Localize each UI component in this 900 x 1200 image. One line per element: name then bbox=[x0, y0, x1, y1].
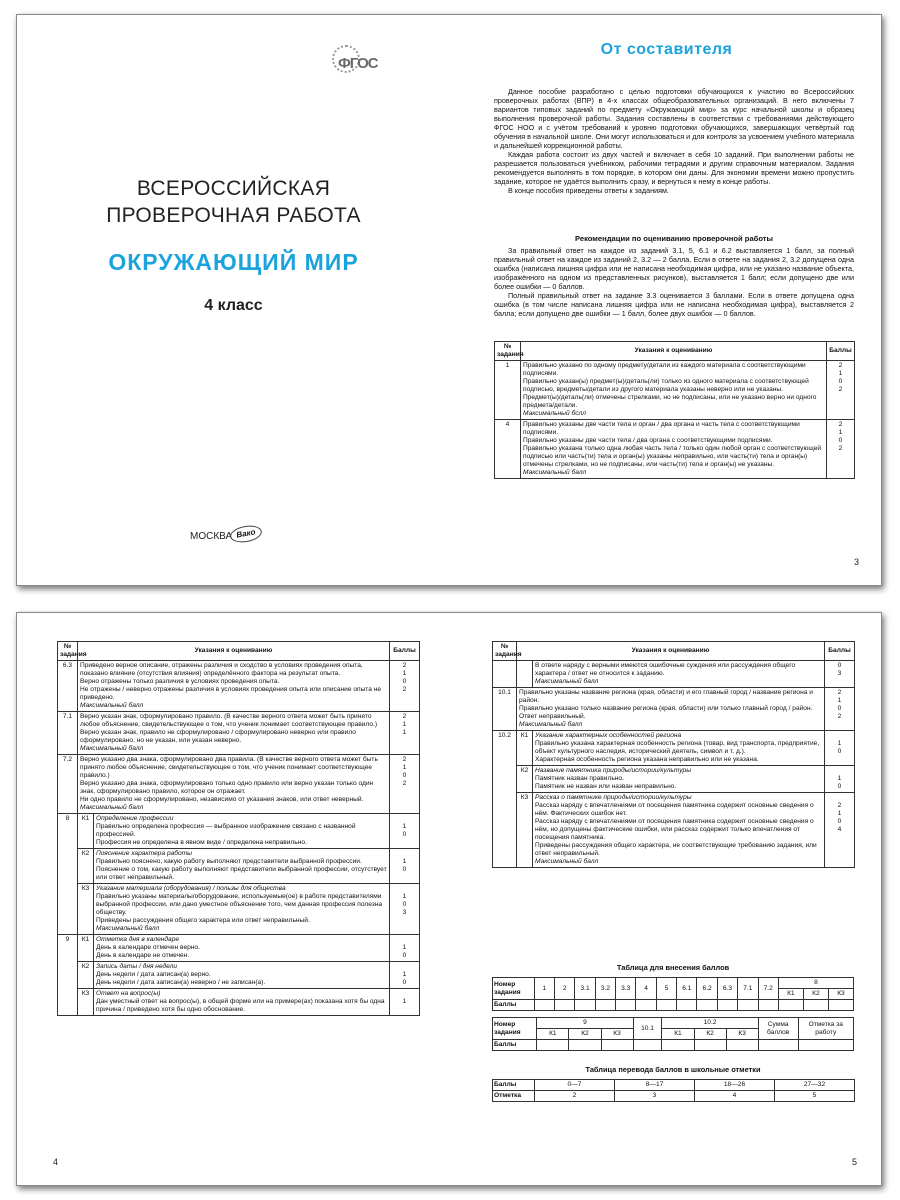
score-cell[interactable] bbox=[738, 1000, 758, 1011]
col-header-number: № задания bbox=[495, 342, 521, 361]
criterion-text: Правильно указан(ы) предмет(ы)/деталь(ли) только из одного материала с соответствующей подписью, вредметы/детали из другого материала указаны неверно или не указаны. bbox=[523, 378, 809, 393]
score-cell[interactable] bbox=[537, 1040, 569, 1051]
criterion-points: 1 bbox=[837, 697, 842, 704]
criterion-text: Правильно указаны две части тела / два органа с соответствующими подписями. bbox=[523, 437, 773, 444]
criterion-row: К2 Запись даты / дня недели День недели / дата записан(а) верно. День недели / дата записан(а) неверно / не записан(а). 1 0 bbox=[58, 962, 420, 989]
criterion-points: 2 bbox=[838, 445, 843, 452]
score-cell[interactable] bbox=[575, 1000, 595, 1011]
criterion-points: 2 bbox=[838, 362, 843, 369]
page-5 bbox=[450, 613, 883, 1185]
criterion-text: Не отражены / неверно отражены различия в условиях проведения опыта или описание опыта не приведено. bbox=[80, 686, 382, 701]
criterion-text: Отметка дня в календаре bbox=[96, 936, 180, 943]
score-cell[interactable] bbox=[616, 1000, 636, 1011]
score-entry-table-2: Номер задания 9 10.1 10.2 Сумма баллов Отметка за работу К1 К2 К3 К1 К2 К3 Баллы bbox=[492, 1017, 854, 1051]
score-cell[interactable] bbox=[694, 1040, 726, 1051]
criterion-text: День в календаре отмечен верно. bbox=[96, 944, 200, 951]
recommendations-text: За правильный ответ на каждое из заданий 3.1, 5, 6.1 и 6.2 выставляется 1 балл, за полный правильный ответ на каждое из заданий 2, 3.2 — 2 балла. Если в ответе на задания 2, 3.2 допущена одна ошибка (написана лишняя цифра или не написана необходимая цифра, или не указано название объекта, изображённого на одном из представленных рисунков), выставляется 1 балл; если допущено две или более ошибки — 0 баллов. Полный правильный ответ на задание 3.3 оценивается 3 баллами. Если в ответе допущена одна ошибка (в том числе написана лишняя цифра или не написана необходимая цифра), выставляется 2 балла; если допущено две ошибки — 1 балл, более двух ошибок — 0 баллов. bbox=[494, 246, 854, 318]
col-header-points: Баллы bbox=[390, 642, 420, 661]
grade-conversion-table: Баллы 0—7 8—17 18—26 27—32 Отметка 2 3 4 5 bbox=[492, 1079, 855, 1102]
criterion-points: 0 bbox=[402, 772, 407, 779]
recommendations-title: Рекомендации по оцениванию проверочной работы bbox=[574, 234, 774, 243]
page-number: 4 bbox=[53, 1157, 59, 1167]
criterion-points: 1 bbox=[402, 944, 407, 951]
criterion-text: Правильно указано только название региона (края, области) или только главный город / район. bbox=[519, 705, 813, 712]
scoring-table-continued bbox=[57, 641, 420, 1016]
criterion-text: Правильно указано по одному предмету/детали из каждого материала с соответствующими подписями. bbox=[523, 362, 806, 377]
table-row: 10.1 Правильно указаны название региона (края, области) и его главный город / название региона и район. Правильно указано только название региона (края, области) или только главный город / район. Ответ неправильный. Максимальный балл 2 1 0 2 bbox=[493, 688, 855, 731]
page-4 bbox=[17, 613, 450, 1185]
scoring-table-continued bbox=[492, 641, 855, 868]
criterion-points: 2 bbox=[837, 802, 842, 809]
criterion-text: Максимальный балл bbox=[80, 804, 144, 811]
criterion-text: Верно указано два знака, сформулировано только одно правило или верно указан только один знак, сформулировано правило, которое он отражает. bbox=[80, 780, 374, 795]
cover-title: ВСЕРОССИЙСКАЯ ПРОВЕРОЧНАЯ РАБОТА bbox=[106, 177, 361, 227]
criterion-points: 2 bbox=[402, 662, 407, 669]
table-row: 7.1 Верно указан знак, сформулировано правило. (В качестве верного ответа может быть принято любое объяснение, свидетельствующее о том, что ученик понимает соответствующее правило.) Верно указан знак, правило не сформулировано / сформулировано неверно или правило сформулировано, но не указан, или указан неверно. Максимальный балл 2 1 1 bbox=[58, 712, 420, 755]
criterion-text: Ответ неправильный. bbox=[519, 713, 586, 720]
publisher-city: МОСКВА bbox=[190, 531, 233, 542]
criterion-text: Пояснение о том, какую работу выполняют представители выбранной профессии, отсутствует или ответ неправильный. bbox=[96, 866, 387, 881]
criterion-text: Определение профессии bbox=[96, 815, 174, 822]
grade-conversion-table-title: Таблица перевода баллов в школьные отметки bbox=[585, 1065, 761, 1074]
criterion-points: 2 bbox=[402, 780, 407, 787]
criterion-text: Профессия не определена в явном виде / определена неправильно. bbox=[96, 839, 307, 846]
criterion-points: 0 bbox=[837, 783, 842, 790]
criterion-points: 0 bbox=[402, 831, 407, 838]
criterion-row: К2 Пояснение характера работы Правильно пояснено, какую работу выполняют представители выбранной профессии. Пояснение о том, какую работу выполняют представители выбранной профессии, отсутствует или ответ неправильный. 1 0 bbox=[58, 849, 420, 884]
criterion-text: Максимальный балл bbox=[535, 678, 599, 685]
score-cell[interactable] bbox=[555, 1000, 575, 1011]
criterion-points: 1 bbox=[402, 858, 407, 865]
criterion-text: Указание характерных особенностей региона bbox=[535, 732, 682, 739]
criterion-points: 2 bbox=[402, 713, 407, 720]
criterion-text: Название памятника природы/истории/культуры bbox=[535, 767, 692, 774]
criterion-row: 10.2 К1 Указание характерных особенностей региона Правильно указана характерная особенность региона (товар, вид транспорта, предприятие, объект культурного наследия, исторический деятель, символ и т. д.). Характерная особенность региона указана неправильно или не указана. 1 0 bbox=[493, 731, 855, 766]
criterion-points: 3 bbox=[837, 670, 842, 677]
page-heading: От составителя bbox=[600, 41, 733, 58]
criterion-text: Памятник не назван или назван неправильно. bbox=[535, 783, 677, 790]
criterion-points: 1 bbox=[402, 893, 407, 900]
col-header-points: Баллы bbox=[827, 342, 855, 361]
table-row: 7.2 Верно указано два знака, сформулировано два правила. (В качестве верного ответа может быть принято любое объяснение, свидетельствующее о том, что ученик понимает соответствующее правило.) Верно указано два знака, сформулировано только одно правило или верно указан только один знак, сформулировано правило, которое он отражает. Ни одно правило не сформулировано, независимо от указания знаков, или ответ неверный. Максимальный балл 2 1 0 2 bbox=[58, 755, 420, 814]
criterion-points: 1 bbox=[838, 429, 843, 436]
page-number: 3 bbox=[854, 557, 860, 567]
criterion-row: К3 Ответ на вопрос(ы) Дан уместный ответ на вопрос(ы), в общей форме или на примере(ах) показана хотя бы одна причина / приведено хотя бы одно обоснование. 1 bbox=[58, 989, 420, 1016]
criterion-points bbox=[827, 767, 852, 775]
score-cell[interactable] bbox=[717, 1000, 737, 1011]
criterion-row: К3 Рассказ о памятнике природы/истории/культуры Рассказ наряду с впечатлениями от посещения памятника содержит основные сведения о нём. Фактических ошибок нет. Рассказ наряду с впечатлениями от посещения памятника содержит основные сведения о нём, но допущены фактические ошибки, или рассказ содержит только впечатления от посещения памятника. Приведены рассуждения общего характера, не соответствующие требованию задания, или ответ неправильный. Максимальный балл 2 1 0 4 bbox=[493, 793, 855, 868]
criterion-text: Запись даты / дня недели bbox=[96, 963, 178, 970]
publisher-logo-icon: Вако bbox=[229, 523, 263, 544]
criterion-points: 0 bbox=[402, 866, 407, 873]
score-cell[interactable] bbox=[828, 1000, 853, 1011]
criterion-points: 0 bbox=[837, 662, 842, 669]
cover-grade: 4 класс bbox=[204, 297, 263, 314]
score-cell[interactable] bbox=[636, 1000, 656, 1011]
score-cell[interactable] bbox=[633, 1040, 662, 1051]
criterion-text: Указание материала (оборудования) / пользы для общества bbox=[96, 885, 286, 892]
book-spread-top bbox=[16, 14, 882, 586]
criterion-row: 8 К1 Определение профессии Правильно определена профессия — выбранное изображение связано с названной профессией. Профессия не определена в явном виде / определена неправильно. 1 0 bbox=[58, 814, 420, 849]
criterion-text: День недели / дата записан(а) верно. bbox=[96, 971, 211, 978]
task-number-header: Номер задания bbox=[493, 978, 535, 1000]
score-cell[interactable] bbox=[697, 1000, 717, 1011]
criterion-points bbox=[827, 794, 852, 802]
criterion-points: 0 bbox=[837, 748, 842, 755]
criterion-text: Ни одно правило не сформулировано, независимо от указания знаков, или ответ неверный. bbox=[80, 796, 364, 803]
table-row: 4 Правильно указаны две части тела и орган / два органа и часть тела с соответствующими подписями. Правильно указаны две части тела / два органа с соответствующими подписями. Правильно указана только одна любая часть тела / только один любой орган с соответствующей подписью или часть(ти) тела и орган(ы) указаны неправильно, или часть(ти) тела и орган(ы) отмечены стрелками, но не подписаны, или часть(ти) тела и орган(ы) не указаны. Максимальный балл 2 1 0 2 bbox=[495, 420, 855, 479]
criterion-points: 1 bbox=[837, 775, 842, 782]
criterion-points: 3 bbox=[402, 909, 407, 916]
criterion-text: Максимальный балл bbox=[523, 469, 587, 476]
criterion-points: 1 bbox=[402, 729, 407, 736]
criterion-points: 1 bbox=[838, 370, 843, 377]
col-header-instructions: Указания к оцениванию bbox=[517, 642, 825, 661]
cover-page bbox=[17, 15, 450, 585]
criterion-points: 1 bbox=[402, 998, 407, 1005]
criterion-points: 1 bbox=[402, 823, 407, 830]
col-header-instructions: Указания к оцениванию bbox=[521, 342, 827, 361]
criterion-text: Правильно пояснено, какую работу выполняют представители выбранной профессии. bbox=[96, 858, 362, 865]
criterion-text: Верно указано два знака, сформулировано два правила. (В качестве верного ответа может быть принято любое объяснение, свидетельствующее о том, что ученик понимает соответствующее правило.) bbox=[80, 756, 378, 779]
criterion-text: Рассказ наряду с впечатлениями от посещения памятника содержит основные сведения о нём, но допущены фактические ошибки, или рассказ содержит только впечатления от посещения памятника. bbox=[535, 818, 814, 841]
score-entry-table: Номер задания 1 2 3.1 3.2 3.3 4 5 6.1 6.2 6.3 7.1 7.2 8 К1 К2 К3 Баллы bbox=[492, 977, 854, 1011]
criterion-points: 1 bbox=[402, 764, 407, 771]
criterion-text: Верно указан знак, сформулировано правило. (В качестве верного ответа может быть принято любое объяснение, свидетельствующее о том, что ученик понимает соответствующее правило.) bbox=[80, 713, 378, 728]
criterion-points bbox=[392, 850, 417, 858]
criterion-text: Правильно указана только одна любая часть тела / только один любой орган с соответствующей подписью или часть(ти) тела и орган(ы) указаны неправильно, или часть(ти) тела и орган(ы) отмечены стрелками, но не подписаны, или часть(ти) тела и орган(ы) не указаны. bbox=[523, 445, 822, 468]
col-header-number: № задания bbox=[58, 642, 78, 661]
page-3 bbox=[450, 15, 883, 585]
col-header-points: Баллы bbox=[825, 642, 855, 661]
criterion-text: Рассказ наряду с впечатлениями от посещения памятника содержит основные сведения о нём. Фактических ошибок нет. bbox=[535, 802, 814, 817]
criterion-points: 1 bbox=[402, 670, 407, 677]
criterion-points: 2 bbox=[837, 713, 842, 720]
criterion-points: 2 bbox=[837, 689, 842, 696]
criterion-row: К3 Указание материала (оборудования) / пользы для общества Правильно указаны материалы/оборудование, используемые(ое) в работе представителями выбранной профессии, или дано уместное объяснение того, чем данная профессия полезна обществу. Приведены рассуждения общего характера или ответ неправильный. Максимальный балл 1 0 3 bbox=[58, 884, 420, 935]
criterion-text: Рассказ о памятнике природы/истории/культуры bbox=[535, 794, 692, 801]
criterion-points: 2 bbox=[402, 686, 407, 693]
criterion-points bbox=[827, 732, 852, 740]
criterion-points: 1 bbox=[402, 971, 407, 978]
criterion-points bbox=[392, 936, 417, 944]
criterion-points bbox=[392, 815, 417, 823]
criterion-points: 0 bbox=[838, 437, 843, 444]
criterion-row: К2 Название памятника природы/истории/культуры Памятник назван правильно. Памятник не назван или назван неправильно. 1 0 bbox=[493, 766, 855, 793]
score-cell[interactable] bbox=[662, 1040, 694, 1051]
score-cell[interactable] bbox=[726, 1040, 758, 1051]
criterion-text: Правильно указаны название региона (края, области) и его главный город / название региона и район. bbox=[519, 689, 813, 704]
criterion-points bbox=[392, 885, 417, 893]
score-cell[interactable] bbox=[569, 1040, 601, 1051]
table-row: 1 Правильно указано по одному предмету/детали из каждого материала с соответствующими подписями. Правильно указан(ы) предмет(ы)/деталь(ли) только из одного материала с соответствующей подписью, вредметы/детали из другого материала указаны неверно или не указаны. Предмет(ы)/деталь(ли) отмечены стрелками, но не подписаны, или не указано верно ни одного предмета/детали. Максимальный бслл 2 1 0 2 bbox=[495, 361, 855, 420]
criterion-text: Дан уместный ответ на вопрос(ы), в общей форме или на примере(ах) показана хотя бы одна причина / приведено хотя бы одно обоснование. bbox=[96, 998, 385, 1013]
criterion-text: Приведены рассуждения общего характера, не соответствующие требованию задания, или ответ неправильный. bbox=[535, 842, 817, 857]
criterion-text: В ответе наряду с верными имеются ошибочные суждения или рассуждения общего характера / ответ не относится к заданию. bbox=[535, 662, 796, 677]
cover-subject: ОКРУЖАЮЩИЙ МИР bbox=[108, 249, 359, 275]
fgos-logo-icon: ФГОС bbox=[324, 43, 380, 89]
page-number: 5 bbox=[852, 1157, 858, 1167]
criterion-points: 1 bbox=[837, 810, 842, 817]
criterion-text: Правильно указана характерная особенность региона (товар, вид транспорта, предприятие, объект культурного наследия, исторический деятель, символ и т. д.). bbox=[535, 740, 820, 755]
criterion-text: Приведено верное описание, отражены различия и сходство в условиях проведения опыта, показано влияние (отсутствия влияния) определённого фактора на результат опыта. bbox=[80, 662, 363, 677]
criterion-points: 2 bbox=[838, 386, 843, 393]
col-header-instructions: Указания к оцениванию bbox=[78, 642, 390, 661]
score-entry-table-title: Таблица для внесения баллов bbox=[616, 963, 730, 972]
criterion-text: Ответ на вопрос(ы) bbox=[96, 990, 161, 997]
criterion-text: Верно отражены только различия в условиях проведения опыта. bbox=[80, 678, 280, 685]
score-cell[interactable] bbox=[677, 1000, 697, 1011]
criterion-text: Максимальный балл bbox=[96, 925, 160, 932]
criterion-points: 0 bbox=[402, 678, 407, 685]
table-row: 6.3 Приведено верное описание, отражены различия и сходство в условиях проведения опыта, показано влияние (отсутствия влияния) определённого фактора на результат опыта. Верно отражены только различия в условиях проведения опыта. Не отражены / неверно отражены различия в условиях проведения опыта или описание опыта не приведено. Максимальный балл 2 1 0 2 bbox=[58, 661, 420, 712]
criterion-points: 4 bbox=[837, 826, 842, 833]
score-cell[interactable] bbox=[758, 1040, 798, 1051]
criterion-text: Максимальный бслл bbox=[523, 410, 586, 417]
score-cell[interactable] bbox=[798, 1040, 853, 1051]
criterion-points: 0 bbox=[402, 979, 407, 986]
score-cell[interactable] bbox=[758, 1000, 778, 1011]
criterion-text: Максимальный балл bbox=[519, 721, 583, 728]
criterion-text: Правильно указаны материалы/оборудование, используемые(ое) в работе представителями выбранной профессии, или дано уместное объяснение того, чем данная профессия полезна обществу. bbox=[96, 893, 383, 916]
score-cell[interactable] bbox=[656, 1000, 676, 1011]
criterion-points: 2 bbox=[402, 756, 407, 763]
criterion-points: 0 bbox=[838, 378, 843, 385]
scoring-table bbox=[494, 341, 855, 479]
book-spread-bottom bbox=[16, 612, 882, 1186]
criterion-points: 2 bbox=[838, 421, 843, 428]
intro-text: Данное пособие разработано с целью подготовки обучающихся к участию во Всероссийских проверочных работах (ВПР) в 4-х классах общеобразовательных организаций. В него включены 7 вариантов типовых заданий по предмету «Окружающий мир» за курс начальной школы и образец выполнения проверочной работы. Задания составлены в соответствии с требованиями действующего ФГОС НОО и с учётом требований к уровню подготовки обучающихся, завершающих четвёртый год обучения в начальной школе. Они могут использоваться и для контроля за усвоением учебного материала и дальнейшей коррекционной работы. Каждая работа состоит из двух частей и включает в себя 10 заданий. При выполнении работы не разрешается пользоваться учебником, рабочими тетрадями и другим справочным материалом. Задания рекомендуется выполнять в том порядке, в котором они даны. Для экономии времени можно пропустить задание, которое не удаётся выполнить сразу, и вернуться к нему в конце работы. В конце пособия приведены ответы к заданиям. bbox=[494, 87, 854, 195]
table-row bbox=[493, 661, 855, 688]
score-cell[interactable] bbox=[803, 1000, 828, 1011]
score-row-label: Баллы bbox=[493, 1000, 535, 1011]
criterion-text: Памятник назван правильно. bbox=[535, 775, 624, 782]
score-cell[interactable] bbox=[778, 1000, 803, 1011]
criterion-text: День в календаре не отмечен. bbox=[96, 952, 190, 959]
criterion-points: 0 bbox=[837, 705, 842, 712]
criterion-points bbox=[392, 990, 417, 998]
criterion-text: Правильно определена профессия — выбранное изображение связано с названной профессией. bbox=[96, 823, 356, 838]
criterion-text: Максимальный балл bbox=[80, 745, 144, 752]
criterion-text: Максимальный балл bbox=[80, 702, 144, 709]
criterion-text: Приведены рассуждения общего характера или ответ неправильный. bbox=[96, 917, 310, 924]
criterion-points: 0 bbox=[837, 818, 842, 825]
score-cell[interactable] bbox=[534, 1000, 554, 1011]
score-cell[interactable] bbox=[601, 1040, 633, 1051]
criterion-points: 0 bbox=[402, 952, 407, 959]
criterion-text: Пояснение характера работы bbox=[96, 850, 193, 857]
criterion-points bbox=[392, 963, 417, 971]
criterion-points: 1 bbox=[402, 721, 407, 728]
criterion-points: 1 bbox=[837, 740, 842, 747]
criterion-row: 9 К1 Отметка дня в календаре День в календаре отмечен верно. День в календаре не отмечен. 1 0 bbox=[58, 935, 420, 962]
col-header-number: № задания bbox=[493, 642, 517, 661]
criterion-text: Верно указан знак, правило не сформулировано / сформулировано неверно или правило сформулировано, но не указан, или указан неверно. bbox=[80, 729, 356, 744]
score-cell[interactable] bbox=[595, 1000, 615, 1011]
criterion-points: 0 bbox=[402, 901, 407, 908]
criterion-text: Предмет(ы)/деталь(ли) отмечены стрелками, но не подписаны, или не указано верно ни одного предмета/детали. bbox=[523, 394, 817, 409]
criterion-text: Правильно указаны две части тела и орган / два органа и часть тела с соответствующими подписями. bbox=[523, 421, 800, 436]
criterion-text: Характерная особенность региона указана неправильно или не указана. bbox=[535, 756, 759, 763]
criterion-text: День недели / дата записан(а) неверно / не записан(а). bbox=[96, 979, 266, 986]
criterion-text: Максимальный балл bbox=[535, 858, 599, 865]
